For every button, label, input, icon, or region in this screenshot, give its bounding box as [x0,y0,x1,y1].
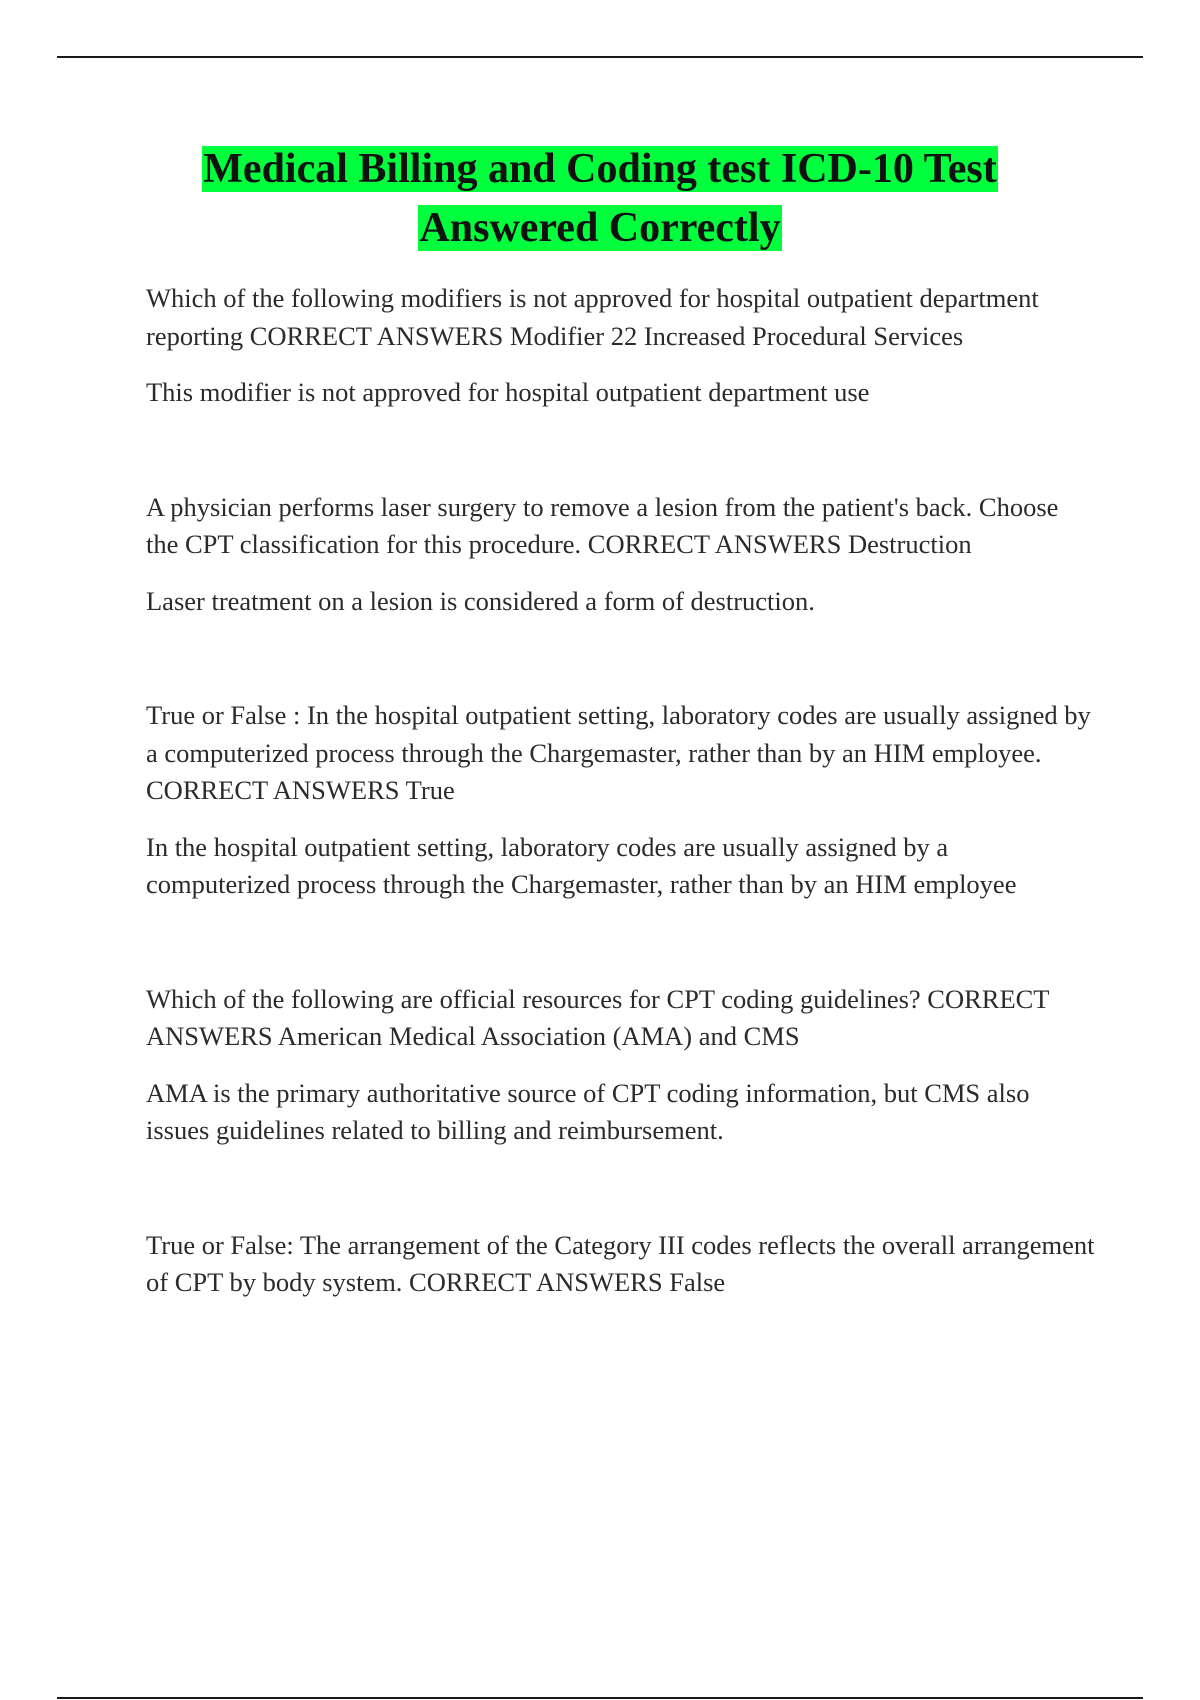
title-line-2: Answered Correctly [419,205,781,251]
question-text: Which of the following modifiers is not approved for hospital outpatient department reporting CORRECT ANSWERS Modifier 22 Increased Procedural Services [146,283,1039,351]
explanation-text: In the hospital outpatient setting, laboratory codes are usually assigned by a computerized process through the Chargemaster, rather than by an HIM employee [146,831,1017,899]
qa-item [146,280,1096,412]
bottom-rule [57,1697,1143,1699]
explanation-text: Laser treatment on a lesion is considered a form of destruction. [146,585,815,616]
qa-list [146,280,1096,1302]
document-title [100,140,1100,258]
qa-item [146,1227,1096,1302]
top-rule [57,56,1143,58]
explanation-text: This modifier is not approved for hospital outpatient department use [146,377,870,407]
question-text: Which of the following are official resources for CPT coding guidelines? CORRECT ANSWERS American Medical Association (AMA) and CMS [146,983,1050,1051]
explanation-text: AMA is the primary authoritative source of CPT coding information, but CMS also issues guidelines related to billing and reimbursement. [146,1077,1030,1145]
question-text: True or False : In the hospital outpatient setting, laboratory codes are usually assigned by a computerized process through the Chargemaster, rather than by an HIM employee. CORRECT ANSWERS True [146,700,1091,805]
qa-item [146,489,1096,621]
question-text: True or False: The arrangement of the Category III codes reflects the overall arrangement of CPT by body system. CORRECT ANSWERS False [146,1229,1095,1297]
qa-item [146,697,1096,904]
question-text: A physician performs laser surgery to remove a lesion from the patient's back. Choose the CPT classification for this procedure. CORRECT ANSWERS Destruction [146,491,1059,559]
title-line-1: Medical Billing and Coding test ICD-10 Test [203,146,997,192]
qa-item [146,981,1096,1150]
